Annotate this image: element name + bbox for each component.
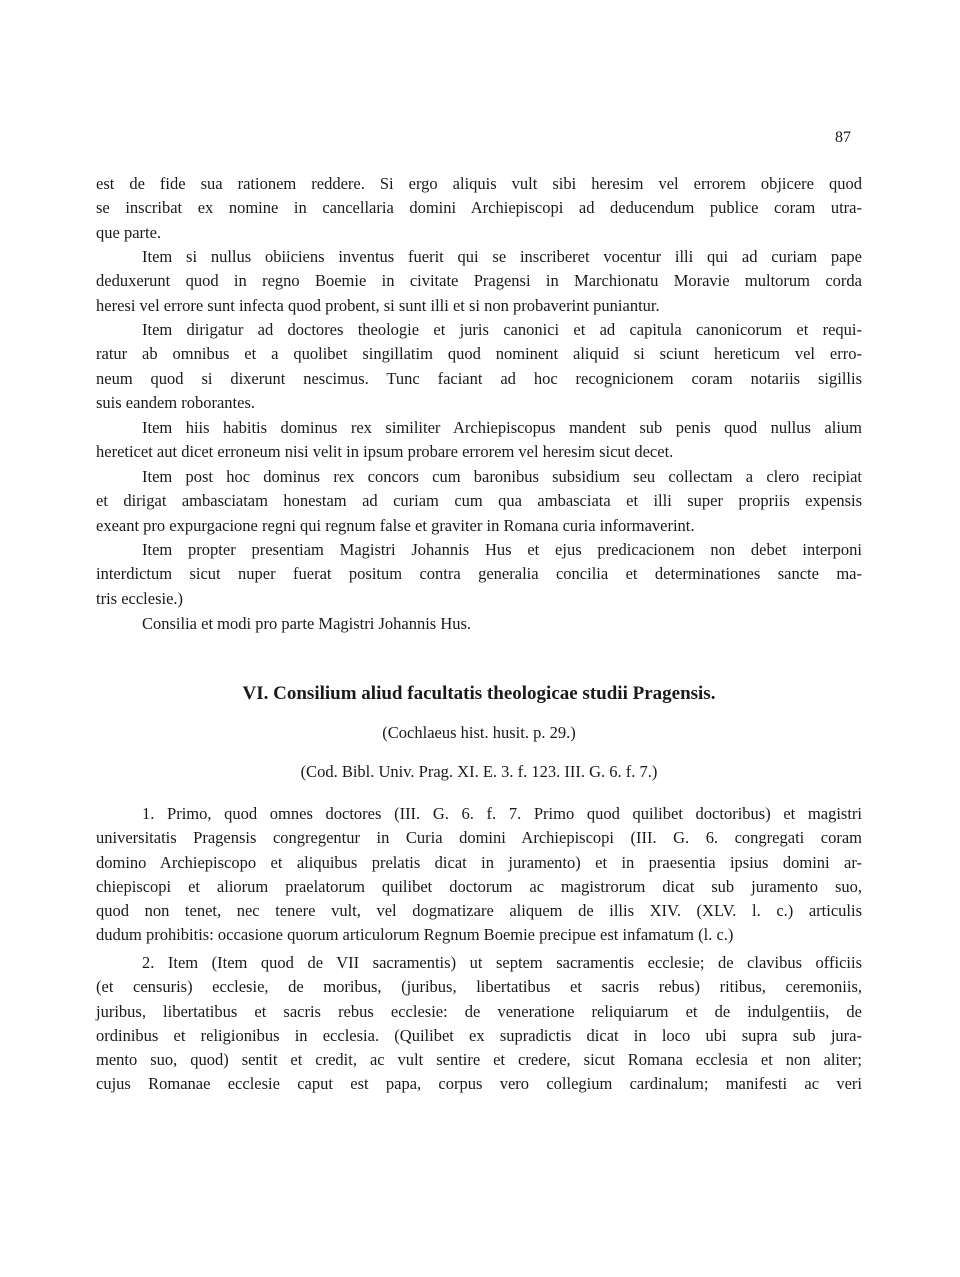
text-line: (et censuris) ecclesie, de moribus, (juribus, libertatibus et sacris rebus) ritibus, ceremoniis, — [96, 977, 862, 997]
text-line: Consilia et modi pro parte Magistri Johannis Hus. — [142, 614, 472, 633]
section-heading: VI. Consilium aliud facultatis theologicae studii Pragensis. — [242, 683, 716, 704]
paragraph-4 — [96, 416, 862, 465]
text-line: chiepiscopi et aliorum praelatorum quilibet doctorum ac magistrorum dicat sub juramento suo, — [96, 876, 862, 896]
paragraph-1 — [96, 172, 862, 245]
article-1 — [96, 802, 862, 948]
text-line: heresi vel errore sunt infecta quod probent, si sunt illi et si non probaverint puniantur. — [96, 295, 660, 315]
article-2 — [96, 951, 862, 1097]
text-line: interdictum sicut nuper fuerat positum contra generalia concilia et determinationes sancte ma- — [96, 564, 862, 584]
text-line: dudum prohibitis: occasione quorum articulorum Regnum Boemie precipue est infamatum (l. c.) — [96, 925, 734, 945]
text-line: Item si nullus obiiciens inventus fuerit qui se inscriberet vocentur illi qui ad curiam pape — [142, 247, 862, 266]
text-line: que parte. — [96, 222, 162, 242]
text-line: quod non tenet, nec tenere vult, vel dogmatizare aliquem de illis XIV. (XLV. l. c.) articulis — [96, 901, 862, 921]
text-line: universitatis Pragensis congregentur in Curia domini Archiepiscopi (III. G. 6. congregati coram — [96, 828, 862, 848]
text-line: ordinibus et religionibus in ecclesia. (Quilibet ex supradictis dicat in loco ubi supra sub jura- — [96, 1025, 862, 1045]
section-source: (Cochlaeus hist. husit. p. 29.) — [382, 723, 576, 742]
text-line: exeant pro expurgacione regni qui regnum false et graviter in Romana curia informaverint. — [96, 515, 695, 535]
paragraph-3 — [96, 318, 862, 415]
text-line: Item post hoc dominus rex concors cum baronibus subsidium seu collectam a clero recipiat — [142, 467, 862, 486]
paragraph-7 — [96, 612, 862, 636]
text-line: neum quod si dixerunt nescimus. Tunc faciant ad hoc recognicionem coram notariis sigillis — [96, 368, 862, 388]
text-line: se inscribat ex nomine in cancellaria domini Archiepiscopi ad deducendum publice coram utra- — [96, 198, 862, 218]
text-line: suis eandem roborantes. — [96, 392, 255, 412]
text-line: et dirigat ambasciatam honestam ad curiam cum qua ambasciata et illi super propriis expensis — [96, 491, 862, 511]
text-line: juribus, libertatibus et sacris rebus ecclesie: de veneratione reliquiarum et de indulgentiis, de — [96, 1001, 862, 1021]
text-line: cujus Romanae ecclesie caput est papa, corpus vero collegium cardinalum; manifesti ac veri — [96, 1074, 862, 1094]
text-line: tris ecclesie.) — [96, 588, 184, 608]
section-codex: (Cod. Bibl. Univ. Prag. XI. E. 3. f. 123. III. G. 6. f. 7.) — [300, 762, 658, 781]
text-line: 1. Primo, quod omnes doctores (III. G. 6. f. 7. Primo quod quilibet doctoribus) et magistri — [142, 804, 862, 823]
text-line: mento suo, quod) sentit et credit, ac vult sentire et credere, sicut Romana ecclesia et non aliter; — [96, 1050, 862, 1070]
text-line: Item hiis habitis dominus rex similiter Archiepiscopus mandent sub penis quod nullus alium — [142, 418, 862, 437]
text-line: ratur ab omnibus et a quolibet singillatim quod nominent aliquid si sciunt hereticum vel erro- — [96, 344, 862, 364]
text-line: Item propter presentiam Magistri Johannis Hus et ejus predicacionem non debet interponi — [142, 540, 862, 559]
text-line: Item dirigatur ad doctores theologie et juris canonici et ad capitula canonicorum et requi- — [142, 320, 862, 339]
text-line: 2. Item (Item quod de VII sacramentis) ut septem sacramentis ecclesie; de clavibus officiis — [142, 953, 862, 972]
text-line: domino Archiepiscopo et aliquibus prelatis dicat in juramento) et in praesentia ipsius domini ar- — [96, 852, 862, 872]
text-line: est de fide sua rationem reddere. Si ergo aliquis vult sibi heresim vel errorem objicere quod — [96, 174, 862, 193]
paragraph-2 — [96, 245, 862, 318]
page-number: 87 — [835, 129, 851, 146]
text-line: deduxerunt quod in regno Boemie in civitate Pragensi in Marchionatu Moravie multorum corda — [96, 271, 862, 291]
paragraph-5 — [96, 465, 862, 538]
paragraph-6 — [96, 538, 862, 611]
text-line: hereticet aut dicet erroneum nisi velit in ipsum probare errorem vel heresim sicut decet. — [96, 442, 674, 462]
